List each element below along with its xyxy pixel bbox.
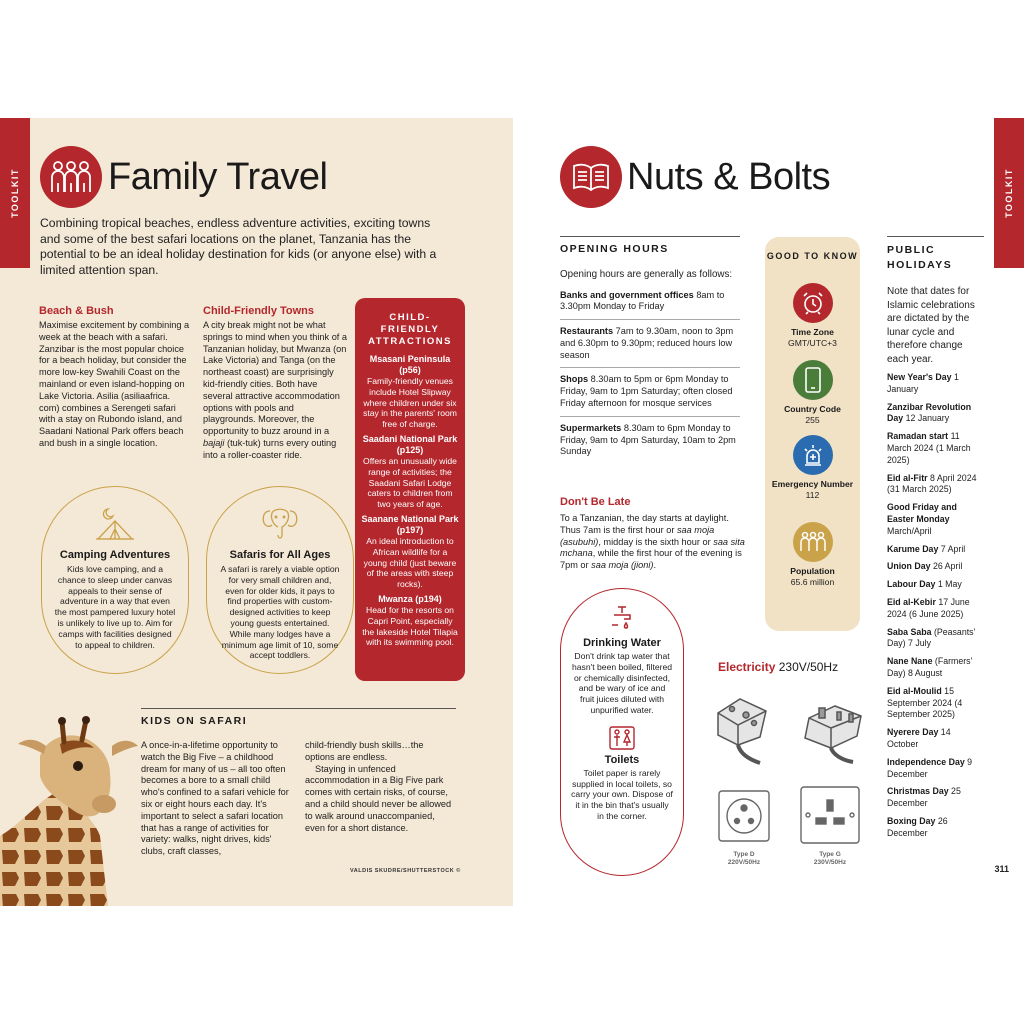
toolkit-tab-left bbox=[0, 118, 30, 268]
nuts-bolts-page bbox=[513, 118, 1024, 906]
holidays-note: Note that dates for Islamic celebrations are dictated by the lunar cycle and therefore change each year. bbox=[887, 286, 975, 365]
type-d-label: Type D 220V/50Hz bbox=[727, 851, 761, 866]
kids-text-col2: child-friendly bush skills…the options are endless. Staying in unfenced accommodation in a Big Five park comes with certain risks, of course, and a child should never be allowed to walk around unaccompanied, even for a short distance. bbox=[305, 740, 452, 833]
water-title: Drinking Water bbox=[583, 637, 661, 649]
people-icon bbox=[793, 522, 833, 562]
holiday-item: Nane Nane (Farmers' Day) 8 August bbox=[887, 656, 973, 678]
phone-icon bbox=[793, 360, 833, 400]
public-holidays-section bbox=[887, 236, 984, 846]
family-icon bbox=[40, 146, 102, 208]
towns-text: A city break might not be what springs to mind when you think of a Tanzanian holiday, but Mwanza (on Lake Victoria) and Tanga (on the northeast coast) are surprisingly kid-friendly cities. Both have several attractive accommodation options with pools and playgrounds. Moreover, the opportunity to buzz around in a bajaji (tuk-tuk) turns every outing into a roller-coaster ride. bbox=[203, 320, 348, 460]
alarm-clock-icon bbox=[793, 283, 833, 323]
gtk-item-population: Population 65.6 million bbox=[765, 522, 860, 587]
type-d-socket-icon bbox=[718, 790, 770, 842]
tab-label: TOOLKIT bbox=[1004, 168, 1014, 218]
holiday-item: Karume Day 7 April bbox=[887, 543, 966, 554]
hours-heading: OPENING HOURS bbox=[560, 236, 740, 255]
holiday-item: Eid al-Fitr 8 April 2024 (31 March 2025) bbox=[887, 472, 977, 495]
towns-heading: Child-Friendly Towns bbox=[203, 305, 315, 317]
hours-item: Restaurants 7am to 9.30am, noon to 3pm and 6.30pm to 9.30pm; reduced hours low season bbox=[560, 326, 740, 368]
safaris-text: A safari is rarely a viable option for very small children and, even for older kids, it pays to find properties with custom-designed activities to keep young guests entertained. While many lodges have a minimum age limit of 10, some accept toddlers. bbox=[220, 564, 340, 661]
holiday-item: Nyerere Day 14 October bbox=[887, 727, 951, 749]
gtk-item-country-code: Country Code 255 bbox=[765, 360, 860, 425]
beach-bush-section bbox=[39, 305, 191, 450]
good-to-know-box bbox=[765, 237, 860, 631]
intro-text: Combining tropical beaches, endless adventure activities, exciting towns and some of the best safari locations on the planet, Tanzania has the potential to be an ideal holiday destination for kids (or anyone else) with a limited attention span. bbox=[40, 216, 437, 277]
water-text: Don't drink tap water that hasn't been boiled, filtered or chemically disinfected, and be wary of ice and fruit juices diluted with unpurified water. bbox=[571, 651, 673, 715]
attraction-item: Mwanza (p194) Head for the resorts on Capri Point, especially the lakeside Hotel Tilapia with its swimming pool. bbox=[362, 593, 458, 648]
attraction-item: Saadani National Park (p125) Offers an unusually wide range of activities; the Saadani Safari Lodge caters to children from two years of age. bbox=[362, 433, 458, 510]
beach-text: Maximise excitement by combining a week at the beach with a safari. Zanzibar is the most popular choice for a beach holiday, but consider the more low-key Swahili Coast on the mainland or even island-hopping on Lake Victoria. Asilia (asiliaafrica. com) combines a Serengeti safari with a stay on Rubondo island, and Saadani National Park offers beach and bush in a single location. bbox=[39, 320, 190, 448]
holidays-heading: PUBLIC HOLIDAYS bbox=[887, 236, 984, 273]
hours-item: Banks and government offices 8am to 3.30pm Monday to Friday bbox=[560, 290, 740, 321]
page-number: 311 bbox=[994, 864, 1009, 874]
toilets-text: Toilet paper is rarely supplied in local toilets, so carry your own. Dispose of it in the bin that's usually in the corner. bbox=[571, 767, 673, 821]
type-g-socket-icon bbox=[800, 786, 860, 844]
family-travel-page bbox=[0, 118, 513, 906]
hours-item: Shops 8.30am to 5pm or 6pm Monday to Friday, 9am to 1pm Saturday; often closed Friday afternoon for mosque services bbox=[560, 374, 740, 416]
elephant-icon bbox=[260, 505, 300, 541]
book-spread bbox=[0, 118, 1024, 906]
gtk-title: GOOD TO KNOW bbox=[766, 251, 859, 261]
holiday-item: Zanzibar Revolution Day 12 January bbox=[887, 401, 972, 424]
attraction-item: Saanane National Park (p197) An ideal introduction to African wildlife for a young child (just beware of the areas with steep rocks). bbox=[361, 513, 459, 590]
holiday-item: Eid al-Kebir 17 June 2024 (6 June 2025) bbox=[887, 596, 970, 619]
towns-section bbox=[203, 305, 348, 462]
attraction-item: Msasani Peninsula (p56) Family-friendly venues include Hotel Slipway where children under six stay in the parents' room free of charge. bbox=[363, 354, 457, 430]
camping-oval bbox=[41, 486, 189, 674]
holiday-item: Christmas Day 25 December bbox=[887, 786, 961, 809]
type-d-plug-icon bbox=[708, 693, 780, 765]
holiday-item: Ramadan start 11 March 2024 (1 March 2025) bbox=[887, 431, 971, 465]
page-title: Family Travel bbox=[108, 156, 328, 198]
siren-icon bbox=[793, 435, 833, 475]
tap-icon bbox=[608, 603, 636, 631]
water-toilets-oval bbox=[560, 588, 684, 876]
holiday-item: Labour Day 1 May bbox=[887, 579, 962, 590]
gtk-item-time-zone: Time Zone GMT/UTC+3 bbox=[765, 283, 860, 348]
camping-title: Camping Adventures bbox=[59, 549, 171, 561]
tent-icon bbox=[94, 505, 136, 543]
attractions-title: CHILD-FRIENDLY ATTRACTIONS bbox=[368, 312, 452, 347]
tab-label: TOOLKIT bbox=[10, 168, 20, 218]
kids-heading: KIDS ON SAFARI bbox=[141, 708, 456, 727]
beach-heading: Beach & Bush bbox=[39, 305, 114, 317]
holiday-item: Boxing Day 26 December bbox=[887, 815, 948, 838]
holiday-item: New Year's Day 1 January bbox=[887, 372, 959, 394]
toilets-title: Toilets bbox=[604, 753, 640, 766]
holiday-item: Saba Saba (Peasants' Day) 7 July bbox=[887, 626, 976, 649]
book-icon bbox=[560, 146, 622, 208]
hours-lead: Opening hours are generally as follows: bbox=[560, 269, 733, 280]
page-title: Nuts & Bolts bbox=[627, 156, 831, 198]
camping-text: Kids love camping, and a chance to sleep under canvas appeals to their sense of adventure in a way that even the most pampered luxury hotel is unlikely to live up to. Aim for camps with facilities designed to appeal to children. bbox=[54, 564, 176, 650]
safaris-title: Safaris for All Ages bbox=[229, 549, 331, 561]
holiday-item: Good Friday and Easter Monday March/April bbox=[887, 502, 957, 536]
opening-hours-section bbox=[560, 236, 740, 470]
toolkit-tab-right bbox=[994, 118, 1024, 268]
giraffe-photo bbox=[0, 716, 142, 906]
gtk-item-emergency: Emergency Number 112 bbox=[765, 435, 860, 500]
late-text: To a Tanzanian, the day starts at daylight. Thus 7am is the first hour or saa moja (asubuhi), midday is the sixth hour or saa sita mchana, while the first hour of the evening is 7pm or saa moja (jioni). bbox=[560, 513, 745, 571]
holidays-list bbox=[887, 372, 984, 840]
holiday-item: Union Day 26 April bbox=[887, 561, 963, 572]
type-g-plug-icon bbox=[795, 700, 867, 764]
holiday-item: Independence Day 9 December bbox=[887, 756, 973, 779]
holiday-item: Eid al-Moulid 15 September 2024 (4 September 2025) bbox=[887, 685, 963, 720]
toilet-icon bbox=[609, 726, 635, 750]
electricity-label: Electricity 230V/50Hz bbox=[718, 660, 839, 674]
hours-item: Supermarkets 8.30am to 6pm Monday to Friday, 9am to 4pm Saturday, 10am to 2pm Sunday bbox=[560, 422, 736, 457]
kids-text-col1: A once-in-a-lifetime opportunity to watch the Big Five – a childhood dream for many of us – all too often becomes a bore to a small child who's confined to a safari vehicle for six or eight hours each day. It's important to select a safari location that has a range of activities for variety: walks, night drives, kids' clubs, craft classes, bbox=[141, 740, 289, 857]
type-g-label: Type G 230V/50Hz bbox=[813, 851, 847, 866]
attractions-box bbox=[355, 298, 465, 681]
safaris-oval bbox=[206, 486, 354, 674]
late-heading: Don't Be Late bbox=[560, 496, 631, 508]
photo-credit: VALDIS SKUDRE/SHUTTERSTOCK © bbox=[350, 868, 461, 874]
